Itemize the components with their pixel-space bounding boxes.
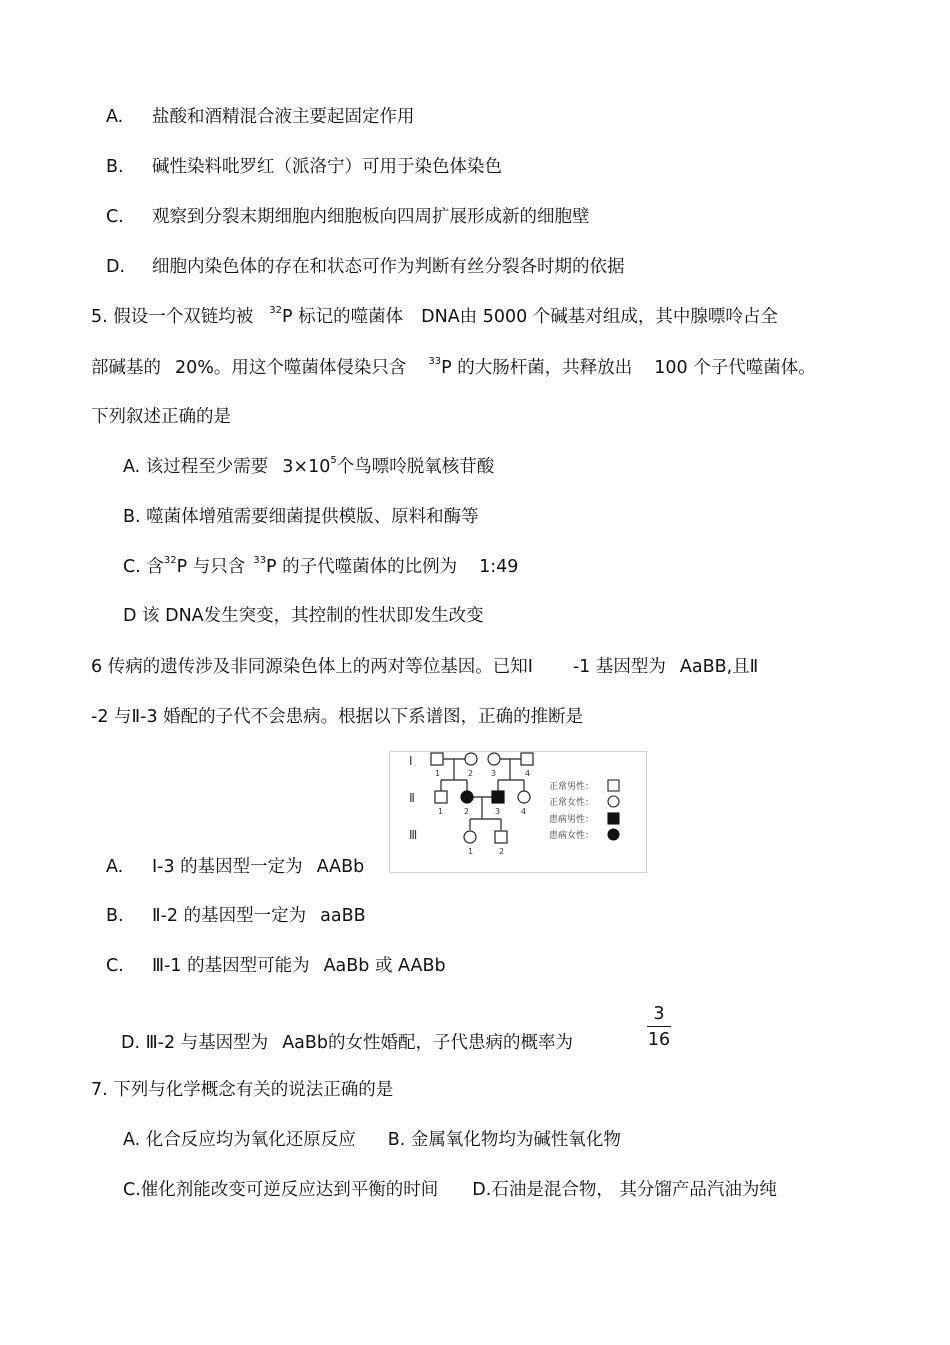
- affected-male-symbol: [492, 791, 504, 803]
- option-text: D. Ⅲ-2 与基因型为: [121, 1033, 269, 1053]
- q7-stem: [91, 1078, 393, 1102]
- legend-affected-male-symbol: [608, 813, 619, 824]
- normal-male-symbol: [435, 791, 447, 803]
- option-text: 观察到分裂末期细胞内细胞板向四周扩展形成新的细胞壁: [152, 207, 590, 227]
- q6-text: AaBB,且Ⅱ: [679, 657, 759, 677]
- q6-stem-line2: [91, 705, 583, 729]
- option-text: D.石油是混合物， 其分馏产品汽油为纯: [472, 1180, 777, 1200]
- option-text: AaBb 或 AABb: [323, 956, 446, 976]
- legend-label: 正常女性：: [549, 798, 595, 808]
- legend-affected-female-symbol: [608, 829, 619, 840]
- q6-option-c: [106, 954, 446, 978]
- q4-option-c: [106, 205, 590, 229]
- q6-text: -1 基因型为: [572, 657, 666, 677]
- q6-text: 6 传病的遗传涉及非同源染色体上的两对等位基因。已知Ⅰ: [91, 657, 533, 677]
- fraction-numerator: 3: [653, 1004, 665, 1024]
- legend-label: 患病男性：: [549, 815, 595, 825]
- option-letter: D.: [106, 257, 126, 277]
- q7-text: 7. 下列与化学概念有关的说法正确的是: [91, 1080, 394, 1100]
- q4-option-b: [106, 155, 502, 179]
- individual-number: 2: [468, 769, 474, 778]
- individual-number: 4: [521, 807, 527, 816]
- normal-female-symbol: [464, 831, 476, 843]
- legend-label: 患病女性：: [549, 831, 595, 841]
- q5-text: DNA由 5000 个碱基对组成，其中腺嘌呤占全: [421, 307, 778, 327]
- q7-options-row1: [123, 1128, 621, 1152]
- q5-stem-line1: [91, 305, 778, 329]
- option-letter: B.: [106, 906, 124, 926]
- q5-text: 100 个子代噬菌体。: [654, 358, 816, 378]
- option-text: 个鸟嘌呤脱氧核苷酸: [336, 457, 495, 477]
- superscript: 33: [253, 555, 266, 566]
- q6-option-b: [106, 904, 366, 928]
- q5-text: P 标记的噬菌体: [282, 307, 404, 327]
- option-text: A. 该过程至少需要: [123, 457, 269, 477]
- option-text: Ⅱ-2 的基因型一定为: [152, 906, 307, 926]
- legend-normal-female-symbol: [608, 796, 619, 807]
- gen-label: Ⅲ: [409, 828, 418, 842]
- option-text: 1:49: [479, 557, 519, 577]
- fraction-denominator: 16: [647, 1030, 671, 1050]
- q5-text: P 的大肠杆菌，共释放出: [441, 358, 633, 378]
- affected-female-symbol: [461, 791, 473, 803]
- q5-text: 部碱基的: [91, 358, 161, 378]
- individual-number: 3: [491, 769, 497, 778]
- q7-options-row2: [123, 1178, 777, 1202]
- individual-number: 1: [438, 807, 444, 816]
- individual-number: 1: [435, 769, 441, 778]
- option-letter: C.: [106, 207, 124, 227]
- individual-number: 3: [495, 807, 501, 816]
- q5-text: 20%。用这个噬菌体侵染只含: [175, 358, 407, 378]
- q5-option-d: [123, 604, 484, 628]
- q5-option-b: [123, 505, 479, 529]
- option-text: A. 化合反应均为氧化还原反应: [123, 1130, 356, 1150]
- option-text: 3×10: [282, 457, 331, 477]
- q5-option-a: [123, 455, 494, 479]
- option-letter: A.: [106, 107, 124, 127]
- option-text: 盐酸和酒精混合液主要起固定作用: [152, 107, 415, 127]
- superscript: 32: [269, 305, 282, 316]
- q4-option-a: [106, 105, 415, 129]
- q6-option-a: [106, 855, 364, 879]
- q4-option-d: [106, 255, 625, 279]
- probability-fraction: [647, 1003, 671, 1052]
- individual-number: 1: [468, 847, 474, 856]
- normal-female-symbol: [488, 753, 500, 765]
- normal-male-symbol: [495, 831, 507, 843]
- option-text: B. 金属氧化物均为碱性氧化物: [387, 1130, 621, 1150]
- q6-stem-line1: [91, 655, 758, 679]
- pedigree-chart: [389, 751, 647, 873]
- option-text: C. 含: [123, 557, 164, 577]
- q6-text: -2 与Ⅱ-3 婚配的子代不会患病。根据以下系谱图，正确的推断是: [91, 707, 584, 727]
- individual-number: 2: [464, 807, 470, 816]
- option-text: P 的子代噬菌体的比例为: [265, 557, 458, 577]
- option-letter: A.: [106, 857, 124, 877]
- option-text: Ⅲ-1 的基因型可能为: [152, 956, 310, 976]
- fraction-bar: [647, 1026, 671, 1027]
- individual-number: 4: [525, 769, 531, 778]
- option-text: P 与只含: [176, 557, 246, 577]
- option-letter: B.: [106, 157, 124, 177]
- legend-label: 正常男性：: [549, 782, 595, 792]
- legend-normal-male-symbol: [608, 780, 619, 791]
- normal-male-symbol: [521, 753, 533, 765]
- superscript: 5: [330, 455, 337, 466]
- option-text: aaBB: [320, 906, 366, 926]
- option-text: B. 噬菌体增殖需要细菌提供模版、原料和酶等: [123, 507, 479, 527]
- q5-text: 下列叙述正确的是: [91, 407, 231, 427]
- option-letter: C.: [106, 956, 124, 976]
- q6-option-d: [121, 1031, 573, 1055]
- q5-stem-line3: [91, 405, 231, 429]
- normal-male-symbol: [431, 753, 443, 765]
- normal-female-symbol: [465, 753, 477, 765]
- pedigree-border: [390, 752, 647, 873]
- option-text: D 该 DNA发生突变，其控制的性状即发生改变: [123, 606, 484, 626]
- gen-label: Ⅰ: [409, 754, 413, 768]
- q5-text: 5. 假设一个双链均被: [91, 307, 254, 327]
- superscript: 32: [163, 555, 177, 566]
- q5-option-c: [123, 555, 518, 579]
- normal-female-symbol: [518, 791, 530, 803]
- gen-label: Ⅱ: [409, 791, 415, 805]
- option-text: C.催化剂能改变可逆反应达到平衡的时间: [123, 1180, 439, 1200]
- option-text: Ⅰ-3 的基因型一定为: [152, 857, 303, 877]
- option-text: 碱性染料吡罗红（派洛宁）可用于染色体染色: [152, 157, 502, 177]
- individual-number: 2: [499, 847, 505, 856]
- option-text: 细胞内染色体的存在和状态可作为判断有丝分裂各时期的依据: [152, 257, 625, 277]
- option-text: AaBb的女性婚配，子代患病的概率为: [282, 1033, 573, 1053]
- superscript: 33: [428, 356, 442, 367]
- q5-stem-line2: [91, 356, 816, 380]
- option-text: AABb: [316, 857, 365, 877]
